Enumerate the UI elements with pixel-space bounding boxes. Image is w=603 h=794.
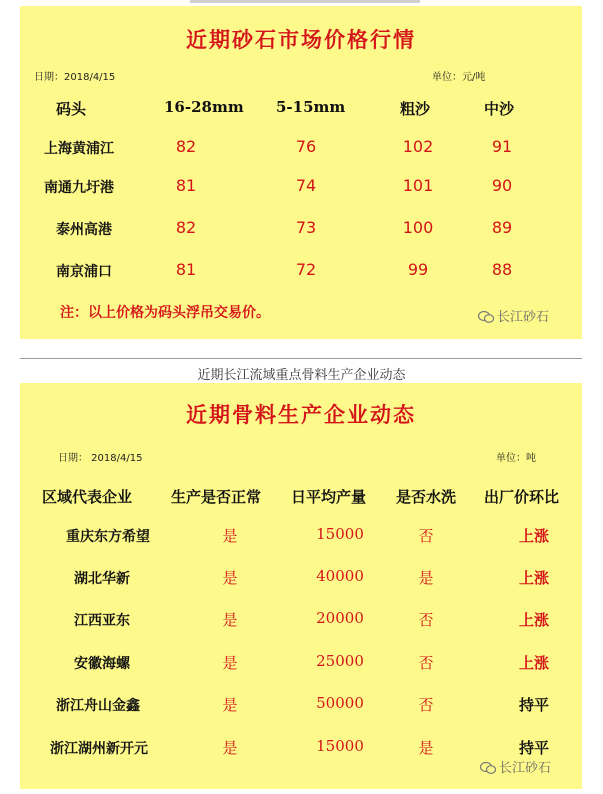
- enterprise-date: 日期： 2018/4/15: [58, 453, 143, 464]
- enterprise-cell-normal: 是: [222, 654, 238, 672]
- price-cell: 82: [175, 218, 197, 237]
- enterprise-row-label: 重庆东方希望: [66, 529, 150, 545]
- enterprise-row-label: 浙江湖州新开元: [50, 741, 148, 757]
- enterprise-cell-normal: 是: [222, 696, 238, 714]
- enterprise-row-label: 浙江舟山金鑫: [56, 698, 140, 714]
- enterprise-cell-output: 15000: [316, 737, 364, 755]
- enterprise-header-company: 区域代表企业: [42, 488, 133, 506]
- price-note: 注：以上价格为码头浮吊交易价。: [60, 305, 270, 321]
- price-panel: [20, 6, 582, 339]
- section-caption: 近期长江流域重点骨料生产企业动态: [197, 368, 406, 383]
- price-cell: 91: [491, 137, 513, 156]
- enterprise-cell-trend: 持平: [518, 739, 550, 757]
- top-strip: [190, 0, 420, 3]
- price-cell: 76: [295, 137, 317, 156]
- price-cell: 74: [295, 176, 317, 195]
- enterprise-cell-trend: 上涨: [518, 654, 550, 672]
- watermark-text: 长江砂石: [497, 310, 550, 325]
- enterprise-cell-washed: 否: [418, 611, 434, 629]
- price-header-medium-sand: 中沙: [484, 100, 515, 118]
- enterprise-cell-output: 40000: [316, 567, 364, 585]
- enterprise-panel: [20, 383, 582, 789]
- price-row-label: 南通九圩港: [44, 180, 114, 196]
- price-row-label: 上海黄浦江: [44, 141, 114, 157]
- enterprise-cell-washed: 否: [418, 527, 434, 545]
- enterprise-cell-output: 50000: [316, 694, 364, 712]
- price-date: 日期：2018/4/15: [34, 72, 116, 83]
- price-cell: 102: [402, 137, 434, 156]
- price-unit: 单位：元/吨: [432, 72, 486, 83]
- enterprise-cell-output: 20000: [316, 609, 364, 627]
- enterprise-cell-normal: 是: [222, 739, 238, 757]
- enterprise-cell-washed: 是: [418, 569, 434, 587]
- enterprise-cell-output: 25000: [316, 652, 364, 670]
- enterprise-row-label: 安徽海螺: [74, 656, 130, 672]
- enterprise-cell-normal: 是: [222, 611, 238, 629]
- price-cell: 72: [295, 260, 317, 279]
- watermark-text: 长江砂石: [499, 761, 552, 776]
- enterprise-cell-washed: 否: [418, 654, 434, 672]
- price-header-coarse-sand: 粗沙: [400, 100, 431, 118]
- enterprise-cell-normal: 是: [222, 527, 238, 545]
- price-cell: 73: [295, 218, 317, 237]
- price-cell: 89: [491, 218, 513, 237]
- enterprise-title: 近期骨料生产企业动态: [186, 402, 416, 427]
- price-cell: 88: [491, 260, 513, 279]
- price-cell: 90: [491, 176, 513, 195]
- enterprise-cell-trend: 上涨: [518, 527, 550, 545]
- enterprise-cell-trend: 持平: [518, 696, 550, 714]
- enterprise-header-output: 日平均产量: [291, 488, 367, 506]
- wechat-icon: [480, 762, 496, 774]
- watermark: [480, 757, 551, 776]
- price-row-label: 泰州高港: [56, 222, 112, 238]
- price-cell: 82: [175, 137, 197, 156]
- enterprise-header-washed: 是否水洗: [396, 488, 457, 506]
- section-divider: [20, 358, 582, 359]
- price-header-16-28mm: 16-28mm: [164, 98, 244, 116]
- wechat-icon: [478, 311, 494, 323]
- price-cell: 81: [175, 176, 197, 195]
- price-header-dock: 码头: [56, 100, 87, 118]
- enterprise-header-trend: 出厂价环比: [484, 488, 560, 506]
- enterprise-row-label: 湖北华新: [74, 571, 130, 587]
- enterprise-cell-trend: 上涨: [518, 611, 550, 629]
- enterprise-cell-washed: 否: [418, 696, 434, 714]
- enterprise-unit: 单位：吨: [496, 453, 536, 464]
- enterprise-cell-washed: 是: [418, 739, 434, 757]
- price-row-label: 南京浦口: [56, 264, 112, 280]
- price-title: 近期砂石市场价格行情: [186, 27, 416, 52]
- watermark: [478, 306, 549, 325]
- price-cell: 99: [407, 260, 429, 279]
- price-header-5-15mm: 5-15mm: [276, 98, 346, 116]
- enterprise-cell-normal: 是: [222, 569, 238, 587]
- price-cell: 81: [175, 260, 197, 279]
- enterprise-row-label: 江西亚东: [74, 613, 130, 629]
- enterprise-header-normal: 生产是否正常: [171, 488, 262, 506]
- price-cell: 100: [402, 218, 434, 237]
- enterprise-cell-output: 15000: [316, 525, 364, 543]
- enterprise-cell-trend: 上涨: [518, 569, 550, 587]
- price-cell: 101: [402, 176, 434, 195]
